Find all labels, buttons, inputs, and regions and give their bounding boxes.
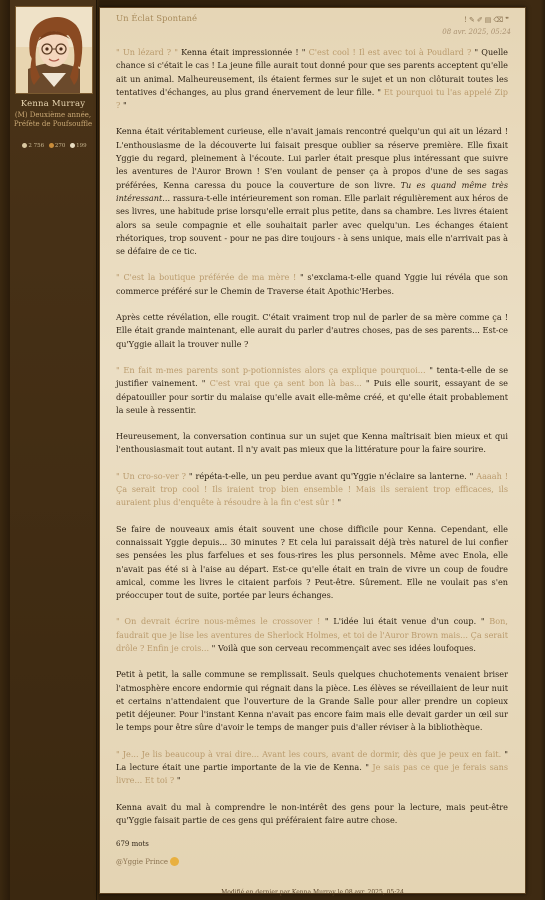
dialogue-text: C'est cool ! Il est avec toi à Poudlard ? <box>308 47 472 57</box>
exclamation-icon[interactable]: ! <box>464 16 469 24</box>
narration-text: Kenna était véritablement curieuse, elle n'avait jamais rencontré quelqu'un qui ait un lézard ! L'enthousiasme de la découverte lui faisait presque oublier sa réserve première. Elle fixait Yggie du regard, pleinement à l'écoute. Lui parler était presque plus intéressant que suivre les aventures de l'Auror Brown ! S'en voulant de penser ça à propos d'une de ses sagas préférées, Kenna caressa du pouce la couverture de son livre. <box>116 126 508 190</box>
dialogue-text: Bon, faudrait que je lise les aventures de Sherlock Holmes, et toi de l'Auror Brown mais... Ça serait drôle ? Enfin je crois... <box>116 616 508 653</box>
post-paragraph <box>116 364 508 417</box>
quote-icon[interactable]: ❞ <box>505 16 511 24</box>
dialogue-text: " En fait m-mes parents sont p-potionnistes alors ça explique pourquoi... <box>116 364 426 375</box>
post-body <box>116 46 508 869</box>
dialogue-text: " Un cro-so-ver ? <box>116 470 186 481</box>
author-sidebar <box>10 0 97 900</box>
stat-icon-galleons <box>70 143 75 148</box>
author-stats <box>10 143 96 149</box>
dialogue-text: " Je... Je lis beaucoup à vrai dire... Avant les cours, avant de dormir, dès que je peux en fait. <box>116 748 502 759</box>
narration-text: " <box>334 497 342 508</box>
dialogue-text: Et pourquoi tu l'as appelé Zip ? <box>116 86 508 111</box>
narration-text: Se faire de nouveaux amis était souvent une chose difficile pour Kenna. Cependant, elle connaissait Yggie depuis... 30 minutes ? Et cela lui paraissait déjà très naturel de lui confier ses pensées les plus farfelues et ses fous-rires les plus personnels. Même avec Enola, elle n'avait pas été si à l'aise au départ. Est-ce qu'elle était en train de vivre un coup de foudre amical, comme les livres le citaient parfois ? Peut-être. Sûrement. Elle ne voulait pas s'en préoccuper tout de suite, portée par leurs échanges. <box>116 523 508 601</box>
post-container <box>99 7 526 894</box>
narration-text: " <box>120 100 127 111</box>
narration-text: Kenna avait du mal à comprendre le non-intérêt des gens pour la lecture, mais peut-être qu'Yggie faisait partie de ces gens qui préféraient faire autre chose. <box>116 801 508 825</box>
narration-text: " La lecture était une partie importante de la vie de Kenna. " <box>116 748 508 773</box>
stat-points: 270 <box>54 143 66 149</box>
narration-text: " <box>174 775 181 786</box>
post-paragraph <box>116 46 508 112</box>
author-name[interactable]: Kenna Murray <box>20 99 86 109</box>
narration-text: Heureusement, la conversation continua sur un sujet que Kenna maîtrisait bien mieux et qui l'enthousiasmait tout autant. Il n'y avait pas mieux que la littérature pour la faire sourire. <box>116 431 508 455</box>
narration-text: Kenna était impressionnée ! " <box>178 47 309 57</box>
italic-thought: Tu es quand même très intéressant... <box>116 179 508 203</box>
post-actions <box>464 16 511 24</box>
smiley-icon <box>170 857 179 866</box>
dialogue-text: C'est vrai que ça sent bon là bas... <box>209 378 362 389</box>
signature-mention[interactable]: @Yggie Prince <box>116 857 169 866</box>
post-paragraph <box>116 615 508 655</box>
stat-galleons: 199 <box>76 143 87 149</box>
post-title[interactable]: Un Éclat Spontané <box>116 14 198 24</box>
narration-text: Petit à petit, la salle commune se remplissait. Seuls quelques chuchotements venaient briser l'atmosphère encore endormie qui régnait dans la pièce. Les élèves se réveillaient de leur nuit et certains n'attendaient que l'ouverture de la Grande Salle pour aller prendre un copieux petit déjeuner. Pour l'instant Kenna n'avait pas encore faim mais elle devait garder un œil sur le temps pour être sûre d'avoir le temps de manger puis d'aller réviser à la bibliothèque. <box>116 669 508 733</box>
post-paragraph <box>116 470 508 510</box>
reply-icon[interactable]: ⌫ <box>493 16 506 24</box>
narration-text: Après cette révélation, elle rougit. C'était vraiment trop nul de parler de sa mère comme ça ! Elle était grande maintenant, elle aurait du parler d'autres choses, pas de ses parents... Est-ce qu'Yggie allait la trouver nulle ? <box>116 312 508 349</box>
stat-messages: 2 756 <box>28 143 45 149</box>
narration-text: " Voilà que son cerveau recommençait avec ses idées loufoques. <box>209 642 476 653</box>
post-paragraph <box>116 271 508 298</box>
pin-icon[interactable]: ✎ <box>468 16 477 24</box>
dialogue-text: Aaaah ! Ça serait trop cool ! Ils iraient trop bien ensemble ! Mais ils seraient trop efficaces, ils auraient plus d'enquête à résoudre à la fin c'est sûr ! <box>116 470 508 508</box>
dialogue-text: " C'est la boutique préférée de ma mère ! <box>116 272 297 283</box>
post-paragraph <box>116 748 508 788</box>
post-paragraph <box>116 668 508 734</box>
post-paragraph <box>116 523 508 603</box>
stat-icon-messages <box>22 143 27 148</box>
narration-text: " s'exclama-t-elle quand Yggie lui révéla que son commerce préféré sur le Chemin de Traverse était Apothic'Herbes. <box>116 272 508 296</box>
post-paragraph <box>116 801 508 828</box>
author-avatar[interactable] <box>15 6 93 94</box>
post-footer: Modifié en dernier par Kenna Murray le 08 avr. 2025, 05:24 <box>221 889 404 896</box>
post-paragraph <box>116 311 508 351</box>
narration-text: " tenta-t-elle de se justifier vainement. " <box>116 364 508 389</box>
dialogue-text: " Un lézard ? " <box>116 47 178 57</box>
narration-text: " Quelle chance si c'était le cas ! La jeune fille aurait tout donné pour que ses parents acceptent qu'elle ait un animal. Malheureusement, ils étaient fermes sur le sujet et un non clôturait toutes les tentatives d'échanges, au plus grand énervement de leur fille. " <box>116 47 508 97</box>
narration-text: rassura-t-elle intérieurement son roman. Elle parlait régulièrement aux héros de ses livres, une habitude prise lorsqu'elle errait plus petite, dans sa chambre. Les livres étaient alors sa seule compagnie et elle souhaitait parler avec quelqu'un. Les échanges étaient rhétoriques, trop souvent - pour ne pas dire toujours - à sens unique, mais elle n'arrivait pas à se défaire de ce tic. <box>116 192 508 257</box>
delete-icon[interactable]: ▤ <box>484 16 494 24</box>
post-date: 08 avr. 2025, 05:24 <box>442 28 511 36</box>
dialogue-text: " On devrait écrire nous-mêmes le crossover ! <box>116 616 321 627</box>
dialogue-text: Je sais pas ce que je ferais sans livre... Et toi ? <box>116 762 508 786</box>
stat-icon-points <box>49 143 54 148</box>
avatar-portrait <box>16 7 92 93</box>
edit-icon[interactable]: ✐ <box>476 16 485 24</box>
narration-text: " répéta-t-elle, un peu perdue avant qu'Yggie n'éclaire sa lanterne. " <box>185 470 477 481</box>
word-count: 679 mots <box>116 840 149 849</box>
signature <box>116 856 508 869</box>
author-rank: (M) Deuxième année, Préfète de Poufsouffle <box>13 111 93 128</box>
narration-text: " L'idée lui était venue d'un coup. " <box>320 616 490 627</box>
post-paragraph <box>116 125 508 258</box>
narration-text: " Puis elle sourit, essayant de se dépatouiller pour sortir du malaise qu'elle avait elle-même créé, et qu'elle était probablement la seule à ressentir. <box>116 378 508 415</box>
post-paragraph <box>116 430 508 457</box>
